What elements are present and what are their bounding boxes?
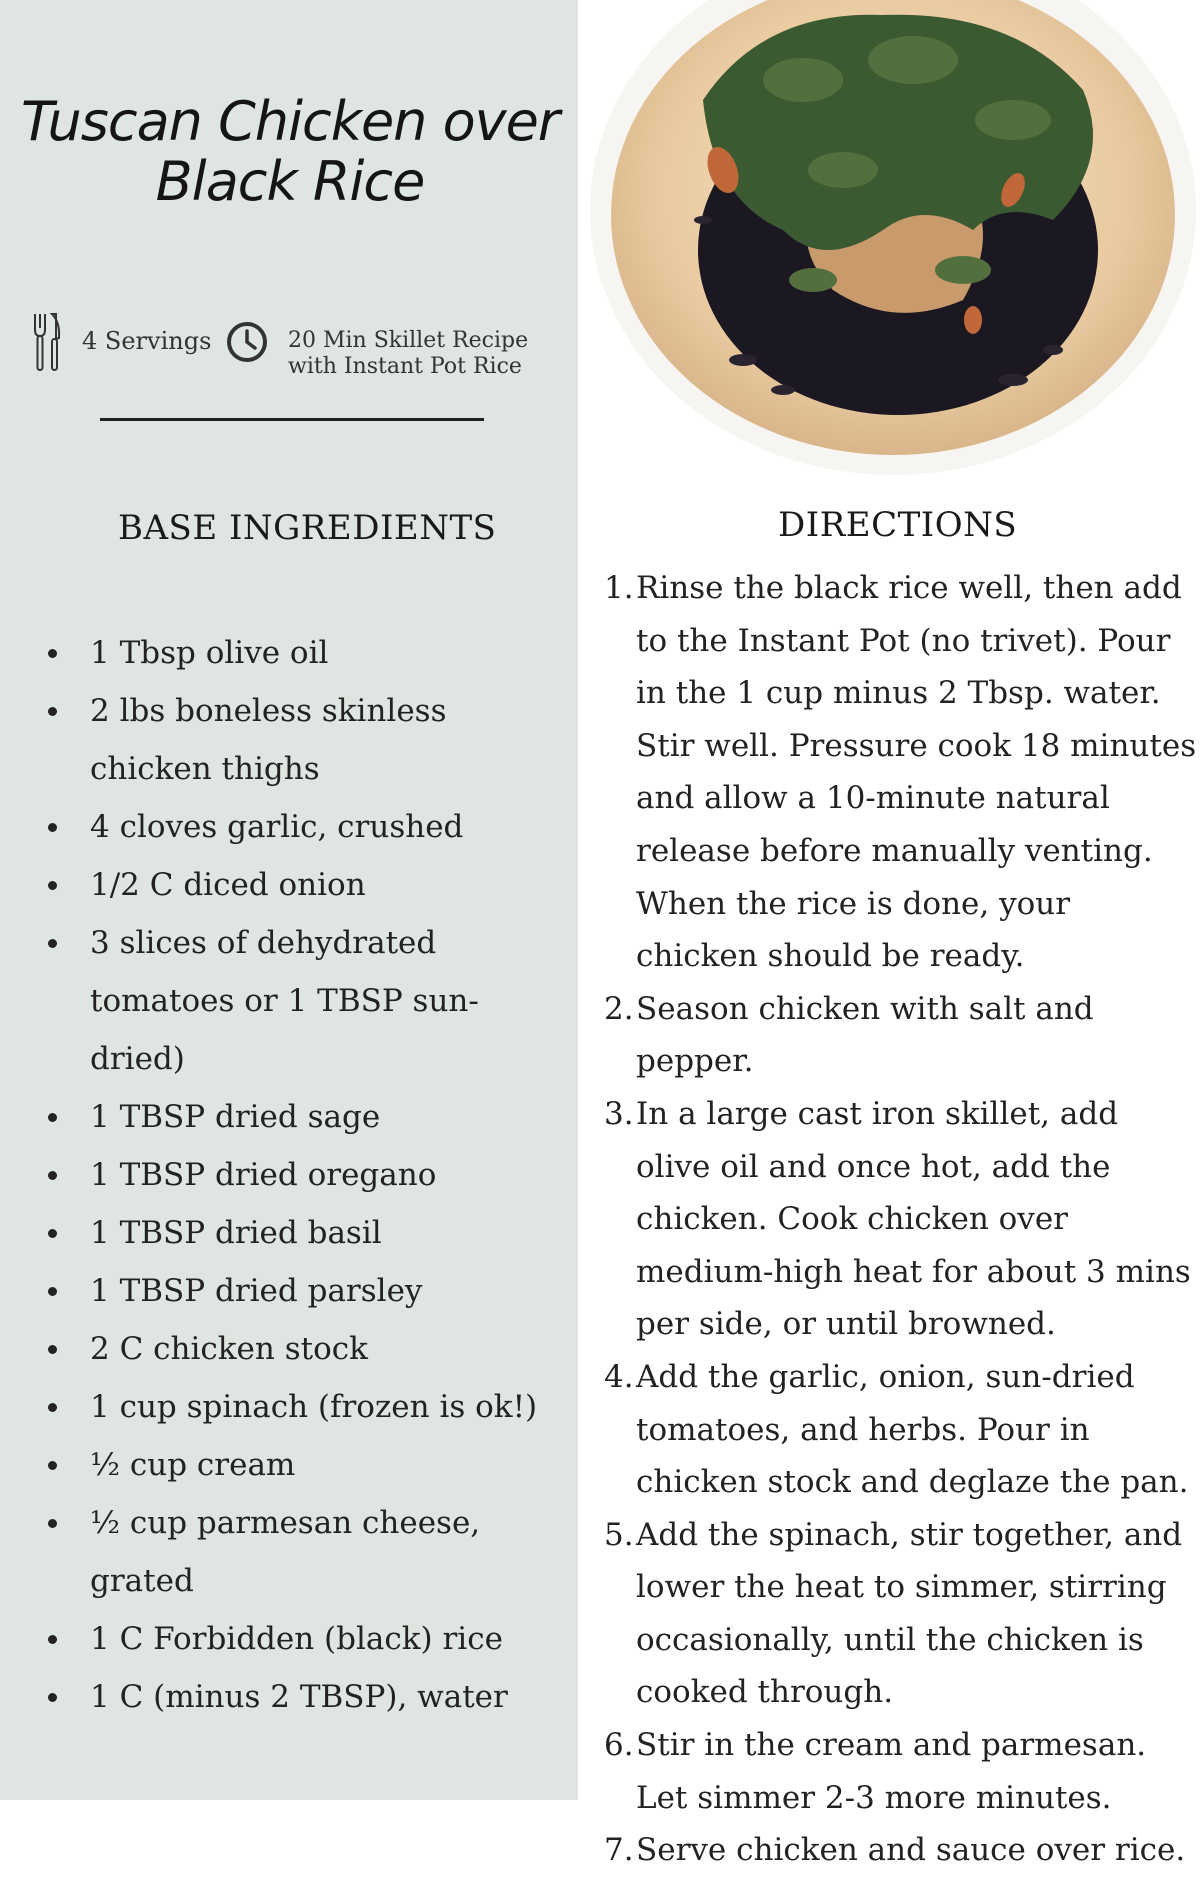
- recipe-title-line-2: Black Rice: [155, 150, 425, 213]
- ingredient-item: 1 TBSP dried sage: [44, 1088, 564, 1146]
- ingredient-item: 3 slices of dehydrated tomatoes or 1 TBSP sun-dried): [44, 914, 564, 1088]
- food-photo: [583, 0, 1200, 480]
- direction-step: [604, 1351, 1200, 1509]
- step-number: 6.: [604, 1727, 634, 1764]
- direction-step: [604, 1088, 1200, 1351]
- direction-step: [604, 983, 1200, 1088]
- prep-time-line-1: 20 Min Skillet Recipe: [288, 328, 529, 353]
- directions-list: [604, 562, 1200, 1877]
- ingredient-item: 1 TBSP dried basil: [44, 1204, 564, 1262]
- direction-step: [604, 1824, 1200, 1877]
- recipe-title: [20, 92, 560, 212]
- fork-knife-icon: [32, 312, 62, 372]
- prep-time-line-2: with Instant Pot Rice: [288, 354, 522, 379]
- ingredient-item: 2 C chicken stock: [44, 1320, 564, 1378]
- ingredient-item: ½ cup parmesan cheese, grated: [44, 1494, 564, 1610]
- step-text: Season chicken with salt and pepper.: [636, 990, 1094, 1080]
- ingredients-list: [44, 624, 564, 1726]
- step-number: 4.: [604, 1358, 634, 1395]
- direction-step: [604, 1509, 1200, 1719]
- direction-step: [604, 562, 1200, 983]
- step-number: 1.: [604, 570, 634, 606]
- step-text: Rinse the black rice well, then add to the Instant Pot (no trivet). Pour in the 1 cup minus 2 Tbsp. water. Stir well. Pressure cook 18 minutes and allow a 10-minute natural release before manually venting. When the rice is done, your chicken should be ready.: [636, 570, 1197, 975]
- ingredient-item: 2 lbs boneless skinless chicken thighs: [44, 682, 564, 798]
- recipe-title-line-1: Tuscan Chicken over: [20, 90, 559, 153]
- step-number: 5.: [604, 1516, 634, 1553]
- step-text: Serve chicken and sauce over rice.: [636, 1832, 1186, 1869]
- ingredient-item: 4 cloves garlic, crushed: [44, 798, 564, 856]
- step-text: Stir in the cream and parmesan. Let simmer 2-3 more minutes.: [636, 1727, 1147, 1816]
- ingredient-item: 1 C (minus 2 TBSP), water: [44, 1668, 564, 1726]
- step-number: 3.: [604, 1095, 634, 1132]
- ingredient-item: 1/2 C diced onion: [44, 856, 564, 914]
- step-text: In a large cast iron skillet, add olive oil and once hot, add the chicken. Cook chicken over medium-high heat for about 3 mins per side, or until browned.: [636, 1095, 1191, 1343]
- ingredient-item: 1 TBSP dried parsley: [44, 1262, 564, 1320]
- clock-icon: [225, 320, 269, 364]
- ingredient-item: 1 cup spinach (frozen is ok!): [44, 1378, 564, 1436]
- step-number: 2.: [604, 990, 634, 1027]
- ingredient-item: 1 Tbsp olive oil: [44, 624, 564, 682]
- direction-step: [604, 1719, 1200, 1824]
- step-number: 7.: [604, 1832, 634, 1869]
- ingredients-panel: [0, 0, 578, 1800]
- directions-heading: DIRECTIONS: [778, 505, 1018, 545]
- ingredient-item: ½ cup cream: [44, 1436, 564, 1494]
- step-text: Add the spinach, stir together, and lower the heat to simmer, stirring occasionally, until the chicken is cooked through.: [636, 1516, 1183, 1711]
- ingredient-item: 1 C Forbidden (black) rice: [44, 1610, 564, 1668]
- prep-time-label: [288, 328, 528, 380]
- step-text: Add the garlic, onion, sun-dried tomatoes, and herbs. Pour in chicken stock and deglaze the pan.: [636, 1358, 1189, 1501]
- ingredients-heading: BASE INGREDIENTS: [118, 508, 497, 548]
- title-divider: [100, 418, 484, 421]
- ingredient-item: 1 TBSP dried oregano: [44, 1146, 564, 1204]
- servings-label: 4 Servings: [82, 327, 212, 355]
